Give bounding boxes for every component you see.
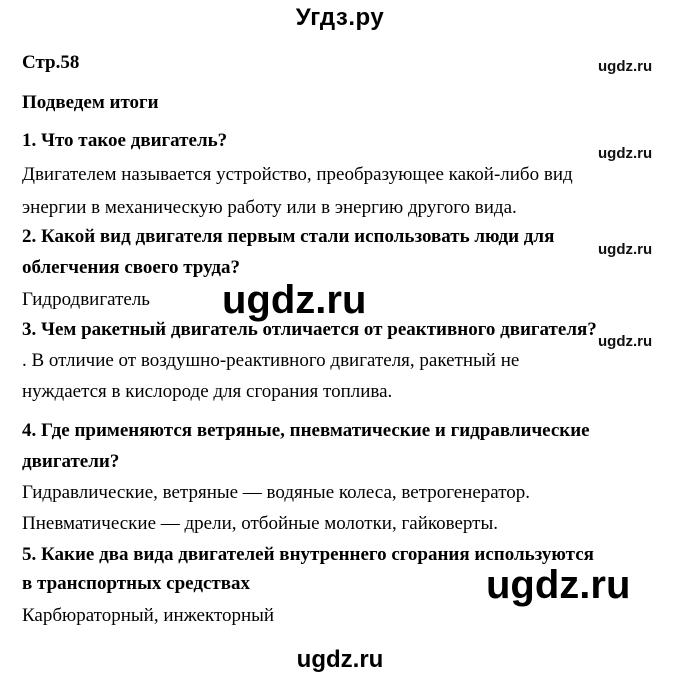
watermark-big-1: ugdz.ru [222,278,367,322]
question-4-line-2: двигатели? [22,451,120,472]
watermark-big-2: ugdz.ru [486,563,631,607]
question-4-line-1: 4. Где применяются ветряные, пневматические и гидравлические [22,420,590,441]
answer-5: Карбюраторный, инжекторный [22,605,275,626]
answer-3-line-2: нуждается в кислороде для сгорания топлива. [22,381,393,402]
question-3: 3. Чем ракетный двигатель отличается от реактивного двигателя? [22,319,597,340]
site-title: Угдз.ру [295,4,385,31]
answer-4-line-2: Пневматические — дрели, отбойные молотки, гайковерты. [22,513,498,534]
question-5-line-1: 5. Какие два вида двигателей внутреннего сгорания используются [22,544,594,565]
answer-1-line-1: Двигателем называется устройство, преобразующее какой-либо вид [22,164,573,185]
question-2-line-2: облегчения своего труда? [22,257,241,278]
page-reference: Стр.58 [22,52,80,73]
watermark-small-3: ugdz.ru [598,241,653,258]
answer-1-line-2: энергии в механическую работу или в энергию другого вида. [22,197,517,218]
watermark-bottom: ugdz.ru [296,646,384,673]
watermark-small-2: ugdz.ru [598,145,653,162]
watermark-small-4: ugdz.ru [598,333,653,350]
answer-4-line-1: Гидравлические, ветряные — водяные колеса, ветрогенератор. [22,482,531,503]
question-1: 1. Что такое двигатель? [22,130,228,151]
answer-2: Гидродвигатель [22,289,150,310]
section-title: Подведем итоги [22,92,159,113]
question-5-line-2: в транспортных средствах [22,573,250,594]
watermark-small-1: ugdz.ru [598,58,653,75]
answer-3-line-1: . В отличие от воздушно-реактивного двигателя, ракетный не [22,350,520,371]
question-2-line-1: 2. Какой вид двигателя первым стали использовать люди для [22,226,555,247]
